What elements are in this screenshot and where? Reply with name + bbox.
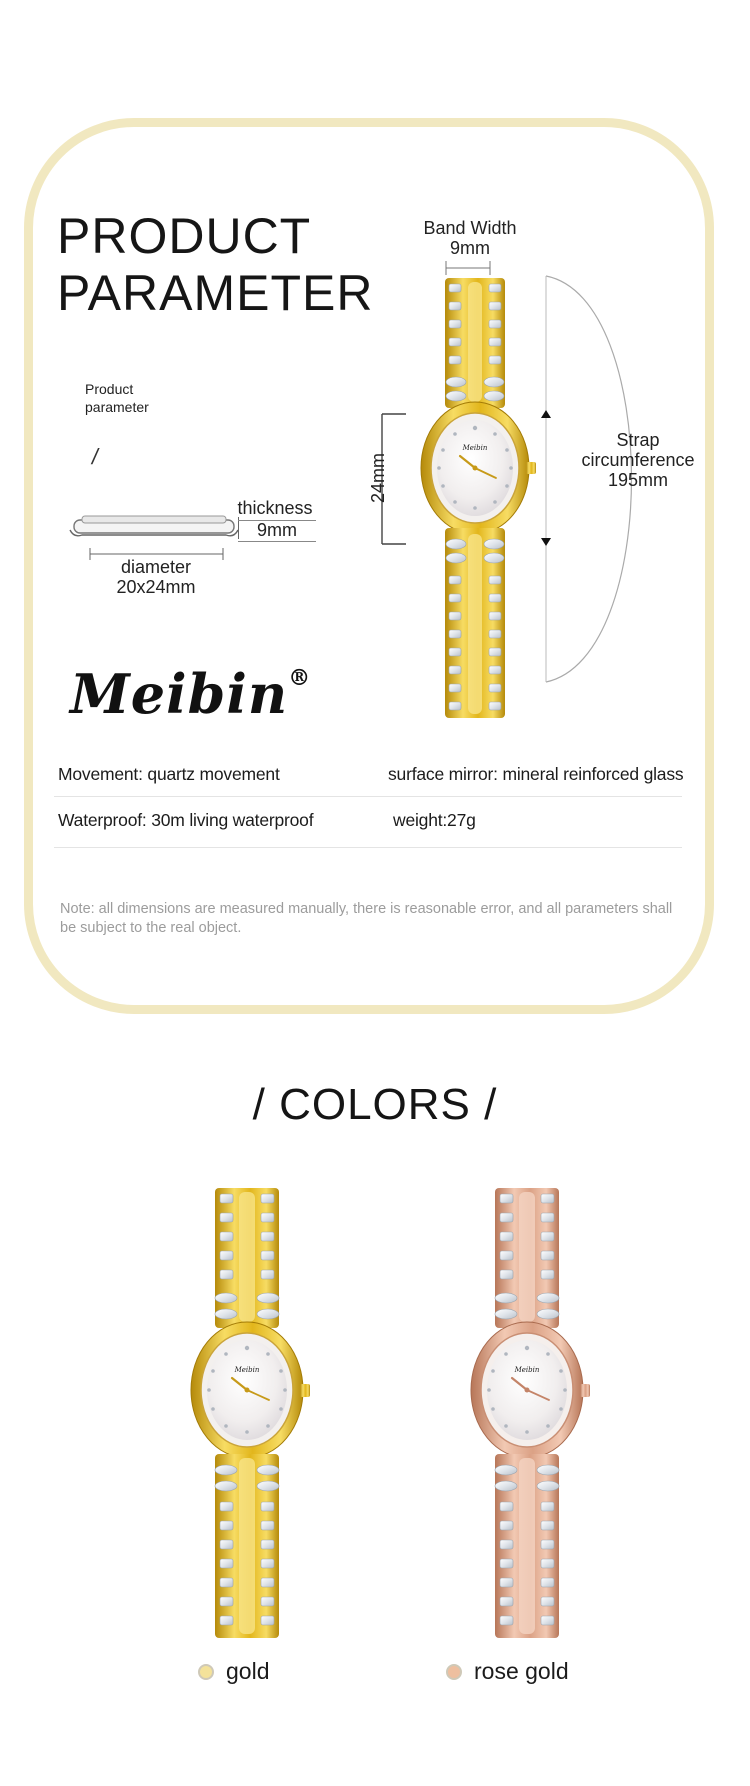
diameter-label: diameter [120,557,192,577]
rose-gold-label: rose gold [474,1658,569,1684]
svg-text:Meibin: Meibin [234,1366,260,1374]
product-parameter-label: Product parameter [85,381,149,415]
main-watch-image [408,278,542,718]
main-watch-band-top [445,278,505,408]
measurement-note: Note: all dimensions are measured manually, there is reasonable error, and all parameters shall be subject to the real object. [60,901,673,936]
main-watch-case [421,402,536,534]
title-line-2: PARAMETER [57,265,374,321]
spec-waterproof: Waterproof: 30m living waterproof [58,810,314,830]
strap-label [568,430,708,490]
strap-label-line-2: circumference [581,450,695,470]
thickness-value: 9mm [257,520,297,540]
thickness-line-bottom [238,541,316,542]
registered-mark: ® [288,665,312,691]
color-option-gold[interactable] [198,1658,269,1685]
brand-logo [70,662,311,726]
rose-gold-swatch-dot [446,1664,462,1680]
svg-text:Meibin: Meibin [514,1366,540,1374]
gold-label: gold [226,1658,270,1684]
color-option-rose-gold[interactable] [446,1658,569,1685]
section-title [57,208,373,322]
title-line-1: PRODUCT [57,208,312,264]
spec-divider-1 [54,796,682,797]
watch-side-view [68,512,238,562]
gold-swatch-dot [198,1664,214,1680]
spec-divider-2 [54,847,682,848]
diameter-value: 20x24mm [116,577,196,597]
brand-logo-text: Meibin [70,662,289,726]
main-watch-band-bottom [445,528,505,718]
strap-value: 195mm [607,470,669,490]
strap-label-line-1: Strap [616,430,660,450]
gold-watch-image [180,1188,314,1638]
slash-mark: / [89,444,101,469]
spec-surface-mirror: surface mirror: mineral reinforced glass [388,764,684,784]
band-width-label: Band Width [423,218,517,238]
thickness-label: thickness [237,498,313,518]
spec-weight: weight:27g [393,810,476,830]
case-height-value: 24mm [368,453,388,504]
band-width-bracket [440,258,496,278]
rose-gold-watch-image [460,1188,594,1638]
spec-movement: Movement: quartz movement [58,764,280,784]
colors-title: / COLORS / [252,1080,498,1129]
band-width-value: 9mm [450,238,490,258]
svg-text:Meibin: Meibin [462,444,488,452]
